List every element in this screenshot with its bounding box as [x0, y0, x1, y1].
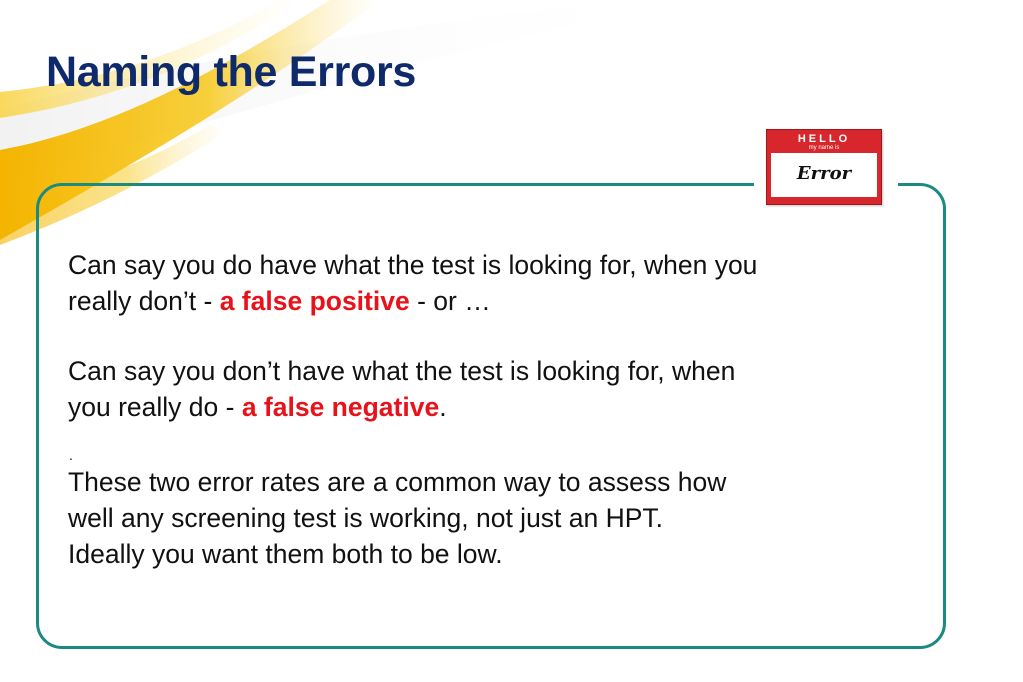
false-negative-highlight: a false negative — [241, 392, 440, 422]
paragraph-line: well any screening test is working, not just an HPT. — [68, 503, 664, 533]
stray-mark: . — [69, 447, 73, 463]
name-tag-field — [771, 153, 877, 197]
paragraph-closing — [68, 464, 726, 572]
hello-label: HELLO — [797, 133, 851, 145]
paragraph-line: - or … — [409, 286, 491, 316]
slide-title: Naming the Errors — [46, 48, 417, 96]
paragraph-line: . — [439, 392, 447, 422]
paragraph-line: Ideally you want them both to be low. — [68, 539, 503, 569]
paragraph-line: really don’t - — [68, 286, 220, 316]
paragraph-line: Can say you don’t have what the test is looking for, when — [68, 356, 736, 386]
paragraph-false-negative — [68, 353, 735, 425]
paragraph-line: These two error rates are a common way to assess how — [68, 467, 727, 497]
hello-subtitle: my name is — [808, 145, 840, 151]
paragraph-line: Can say you do have what the test is looking for, when you — [68, 250, 758, 280]
name-tag-name: Error — [796, 163, 852, 184]
paragraph-false-positive — [68, 247, 757, 319]
false-positive-highlight: a false positive — [219, 286, 410, 316]
hello-name-tag-icon — [766, 129, 882, 205]
paragraph-line: you really do - — [68, 392, 242, 422]
